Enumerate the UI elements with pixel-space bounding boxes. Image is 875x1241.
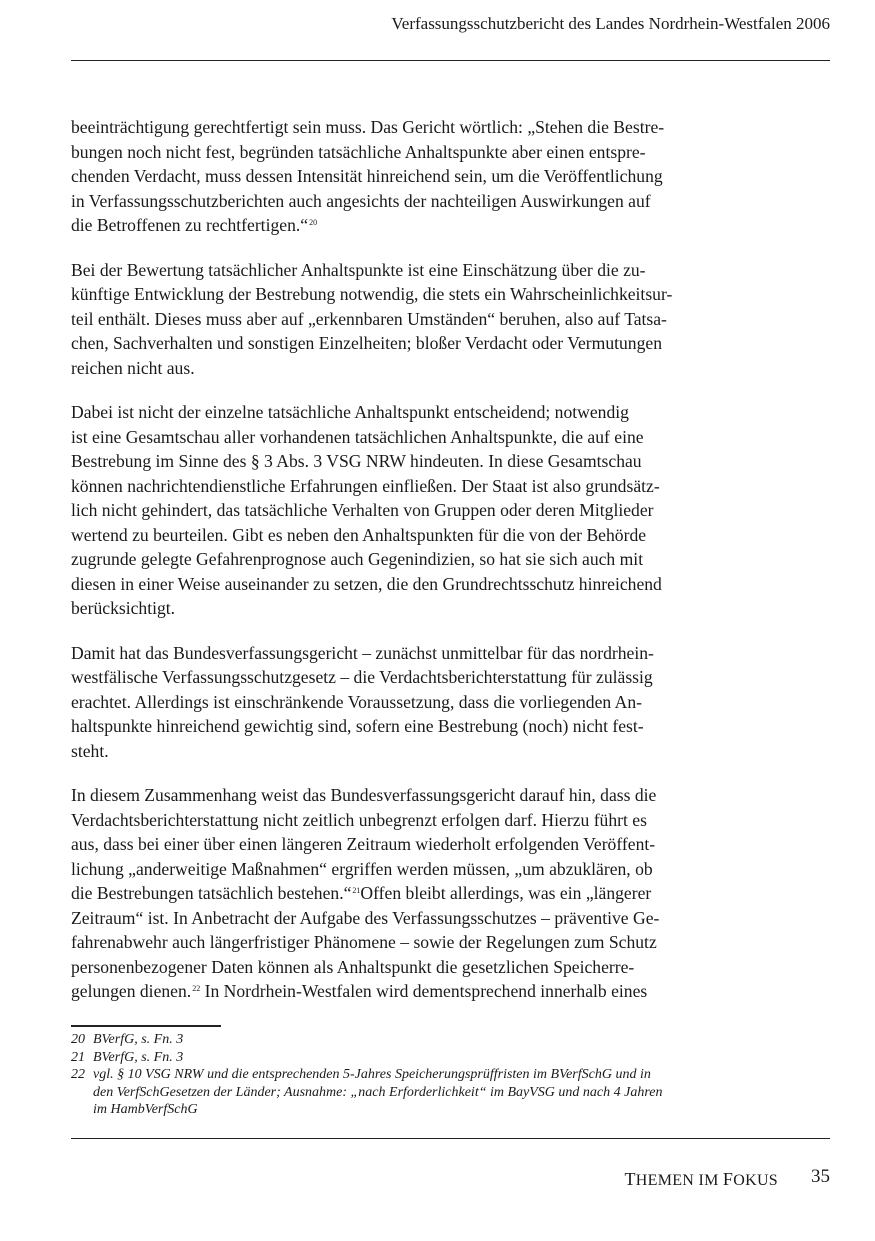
text-line: ist eine Gesamtschau aller vorhandenen tatsächlichen Anhaltspunkte, die auf eine	[71, 426, 644, 447]
text-line: in Verfassungsschutzberichten auch angesichts der nachteiligen Auswirkungen auf	[71, 190, 651, 211]
text-line: chenden Verdacht, muss dessen Intensität hinreichend sein, um die Veröffentlichung	[71, 166, 663, 186]
text-line: können nachrichtendienstliche Erfahrungen einfließen. Der Staat ist also grundsätz-	[71, 475, 660, 496]
text-line: aus, dass bei einer über einen längeren Zeitraum wiederholt erfolgenden Veröffent-	[71, 834, 656, 854]
footnote-text: BVerfG, s. Fn. 3	[93, 1032, 184, 1047]
text-line: diesen in einer Weise auseinander zu setzen, die den Grundrechtsschutz hinreichend	[71, 573, 662, 594]
text-segment: Offen bleibt allerdings, was ein „längerer	[360, 883, 652, 903]
page-number: 35	[811, 1166, 830, 1187]
text-line: künftige Entwicklung der Bestrebung notwendig, die stets ein Wahrscheinlichkeitsur-	[71, 284, 673, 304]
text-line: bungen noch nicht fest, begründen tatsächliche Anhaltspunkte aber einen entspre-	[71, 141, 646, 162]
text-line: fahrenabwehr auch längerfristiger Phänomene – sowie der Regelungen zum Schutz	[71, 932, 657, 952]
body-text	[71, 115, 830, 1024]
text-segment: gelungen dienen.	[71, 981, 192, 1001]
footnote-text: BVerfG, s. Fn. 3	[93, 1049, 184, 1065]
paragraph-3	[71, 400, 830, 621]
text-line: wertend zu beurteilen. Gibt es neben den Anhaltspunkten für die von der Behörde	[71, 524, 647, 545]
text-line: Zeitraum“ ist. In Anbetracht der Aufgabe des Verfassungsschutzes – präventive Ge-	[71, 907, 660, 928]
footnote-20	[71, 1031, 830, 1049]
text-line: Dabei ist nicht der einzelne tatsächliche Anhaltspunkt entscheidend; notwendig	[71, 402, 629, 422]
text-line: Bei der Bewertung tatsächlicher Anhaltspunkte ist eine Einschätzung über die zu-	[71, 259, 646, 280]
text-line: berücksichtigt.	[71, 598, 176, 618]
text-line: Verdachtsberichterstattung nicht zeitlich unbegrenzt erfolgen darf. Hierzu führt es	[71, 809, 647, 830]
text-line: lich nicht gehindert, das tatsächliche Verhalten von Gruppen oder deren Mitglieder	[71, 500, 654, 520]
small-caps-initial: T	[624, 1169, 636, 1189]
text-line: chen, Sachverhalten und sonstigen Einzelheiten; bloßer Verdacht oder Vermutungen	[71, 333, 663, 353]
text-segment: In Nordrhein-Westfalen wird dementsprechend innerhalb eines	[204, 981, 648, 1001]
text-line: beeinträchtigung gerechtfertigt sein muss. Das Gericht wörtlich: „Stehen die Bestre-	[71, 117, 665, 137]
footnote-22	[71, 1066, 830, 1084]
footnote-ref-22[interactable]: 22	[192, 984, 201, 993]
paragraph-5	[71, 783, 830, 1004]
text-line: reichen nicht aus.	[71, 357, 195, 378]
footnote-number: 20	[71, 1032, 85, 1047]
footnote-number: 22	[71, 1067, 85, 1082]
paragraph-1	[71, 115, 830, 238]
running-header-title: Verfassungsschutzbericht des Landes Nordrhein-Westfalen 2006	[391, 14, 830, 33]
text-line	[71, 979, 830, 1004]
text-line: teil enthält. Dieses muss aber auf „erkennbaren Umständen“ beruhen, also auf Tatsa-	[71, 308, 667, 329]
text-segment: die Betroffenen zu rechtfertigen.“	[71, 215, 309, 235]
text-line	[71, 881, 830, 906]
footnotes	[71, 1031, 830, 1119]
footer-section-title	[624, 1169, 778, 1190]
text-line: In diesem Zusammenhang weist das Bundesverfassungsgericht darauf hin, dass die	[71, 785, 657, 805]
footnote-number: 21	[71, 1049, 85, 1065]
small-caps-rest: HEMEN IM	[635, 1172, 723, 1189]
footnote-text: vgl. § 10 VSG NRW und die entsprechenden 5-Jahres Speicherungsprüffristen im BVerfSchG und in	[93, 1067, 651, 1082]
header-rule	[71, 60, 830, 61]
footnote-ref-20[interactable]: 20	[309, 218, 318, 227]
paragraph-4	[71, 641, 830, 764]
small-caps-rest: OKUS	[733, 1172, 778, 1189]
text-line: personenbezogener Daten können als Anhaltspunkt die gesetzlichen Speicherre-	[71, 956, 635, 977]
footnote-22-continuation: im HambVerfSchG	[93, 1102, 198, 1117]
text-line: Bestrebung im Sinne des § 3 Abs. 3 VSG NRW hindeuten. In diese Gesamtschau	[71, 451, 642, 471]
text-line: lichung „anderweitige Maßnahmen“ ergriffen werden müssen, „um abzuklären, ob	[71, 858, 653, 879]
text-line: westfälische Verfassungsschutzgesetz – die Verdachtsberichterstattung für zulässig	[71, 667, 653, 687]
footnote-rule	[71, 1025, 221, 1027]
footnote-ref-21[interactable]: 21	[352, 886, 361, 895]
footnote-21	[71, 1049, 830, 1067]
footer-rule	[71, 1138, 830, 1139]
text-line: Damit hat das Bundesverfassungsgericht – zunächst unmittelbar für das nordrhein-	[71, 642, 654, 663]
small-caps-initial: F	[722, 1169, 734, 1189]
text-line: haltspunkte hinreichend gewichtig sind, sofern eine Bestrebung (noch) nicht fest-	[71, 716, 644, 736]
text-line: steht.	[71, 740, 109, 761]
footnote-22-continuation: den VerfSchGesetzen der Länder; Ausnahme: „nach Erforderlichkeit“ im BayVSG und nach 4 Jahren	[93, 1084, 663, 1100]
paragraph-2	[71, 258, 830, 381]
text-segment: die Bestrebungen tatsächlich bestehen.“	[71, 883, 352, 903]
text-line: zugrunde gelegte Gefahrenprognose auch Gegenindizien, so hat sie sich auch mit	[71, 549, 644, 569]
text-line: erachtet. Allerdings ist einschränkende Voraussetzung, dass die vorliegenden An-	[71, 691, 642, 712]
text-line	[71, 213, 830, 238]
